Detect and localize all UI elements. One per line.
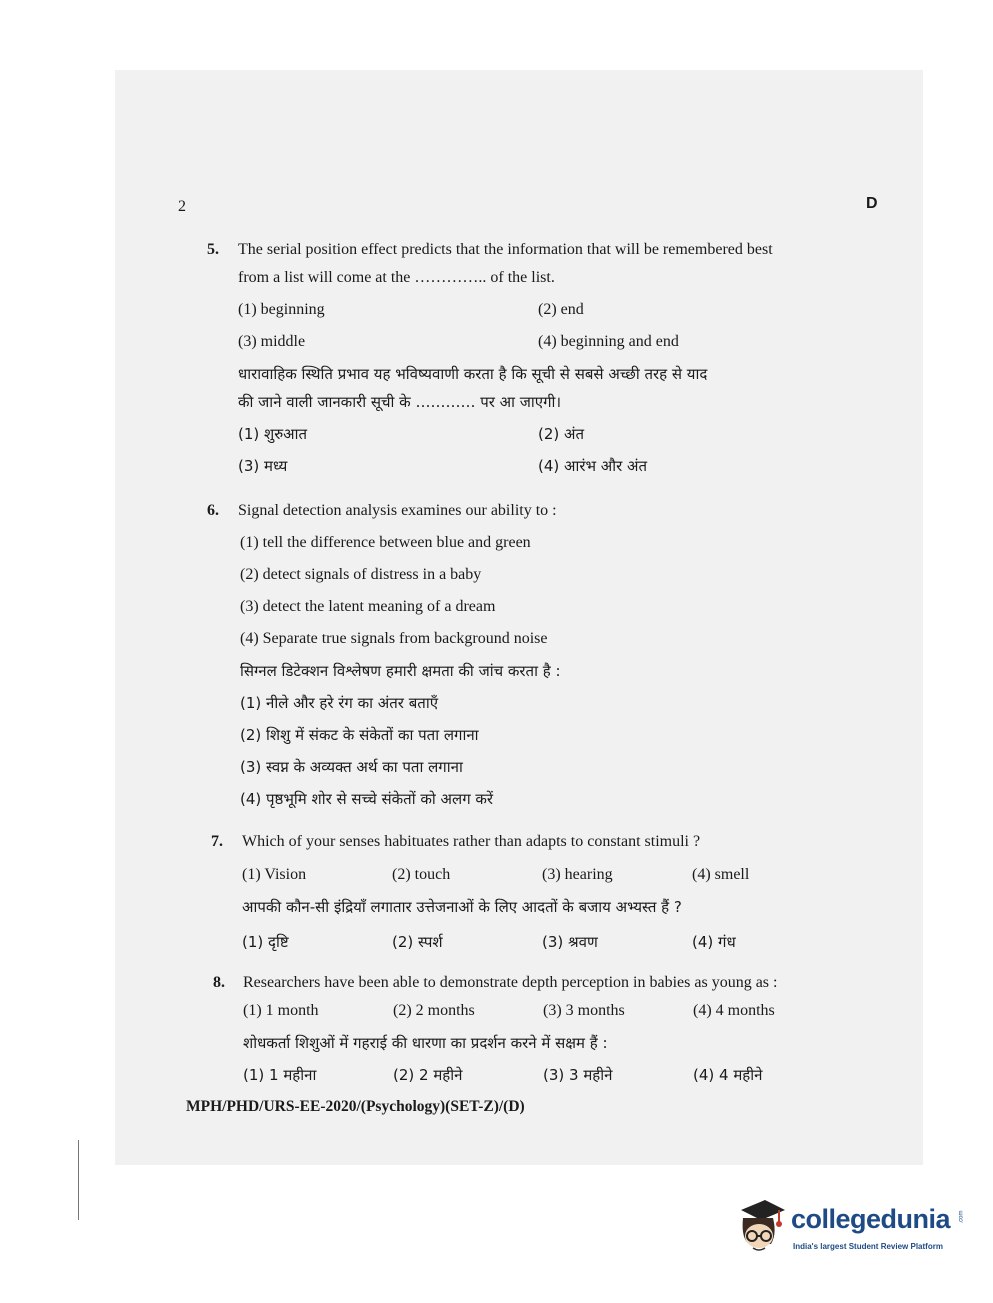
question-6 — [207, 497, 875, 813]
question-7 — [207, 828, 875, 956]
question-text-en: The serial position effect predicts that the information that will be remembered best — [238, 241, 773, 258]
option-hi: (4) पृष्ठभूमि शोर से सच्चे संकेतों को अलग करें — [240, 790, 494, 808]
question-text-hi: आपकी कौन-सी इंद्रियाँ लगातार उत्तेजनाओं के लिए आदतों के बजाय अभ्यस्त हैं ? — [242, 898, 682, 916]
option-en: (1) 1 month — [243, 1002, 319, 1019]
page-number: 2 — [178, 198, 186, 215]
question-text-en: Which of your senses habituates rather than adapts to constant stimuli ? — [242, 833, 701, 850]
option-hi: (1) दृष्टि — [242, 933, 289, 951]
option-hi: (4) आरंभ और अंत — [538, 457, 648, 475]
student-mascot-icon — [735, 1198, 787, 1258]
option-en: (3) detect the latent meaning of a dream — [240, 598, 496, 615]
option-hi: (2) 2 महीने — [393, 1066, 463, 1084]
question-text-en: from a list will come at the ………….. of the list. — [238, 269, 555, 286]
question-8 — [207, 969, 875, 1089]
question-text-hi: शोधकर्ता शिशुओं में गहराई की धारणा का प्रदर्शन करने में सक्षम हैं : — [243, 1034, 608, 1052]
question-text-hi: की जाने वाली जानकारी सूची के ………… पर आ जाएगी। — [238, 393, 562, 411]
option-en: (2) detect signals of distress in a baby — [240, 566, 482, 583]
option-en: (3) middle — [238, 333, 306, 350]
option-en: (3) hearing — [542, 866, 613, 883]
option-hi: (3) 3 महीने — [543, 1066, 613, 1084]
logo-wordmark: collegedunia — [791, 1204, 951, 1234]
option-en: (4) Separate true signals from background noise — [240, 630, 548, 647]
question-text-hi: सिग्नल डिटेक्शन विश्लेषण हमारी क्षमता की जांच करता है : — [240, 662, 561, 680]
set-code: D — [866, 195, 878, 212]
option-hi: (3) स्वप्न के अव्यक्त अर्थ का पता लगाना — [240, 758, 463, 776]
margin-line — [78, 1140, 79, 1220]
option-en: (2) touch — [392, 866, 451, 883]
option-en: (4) smell — [692, 866, 750, 883]
collegedunia-logo — [735, 1198, 965, 1268]
option-en: (4) 4 months — [693, 1002, 775, 1019]
question-number: 5. — [207, 241, 219, 258]
option-hi: (2) शिशु में संकट के संकेतों का पता लगाना — [240, 726, 479, 744]
logo-dotcom: .com — [958, 1210, 965, 1224]
option-en: (2) 2 months — [393, 1002, 475, 1019]
question-number: 8. — [213, 974, 225, 991]
option-hi: (2) अंत — [538, 425, 585, 443]
question-5 — [207, 236, 875, 480]
paper-code-footer: MPH/PHD/URS-EE-2020/(Psychology)(SET-Z)/(D) — [186, 1098, 525, 1115]
option-en: (4) beginning and end — [538, 333, 679, 350]
option-hi: (1) शुरुआत — [238, 425, 308, 443]
option-hi: (2) स्पर्श — [392, 933, 443, 951]
option-en: (1) beginning — [238, 301, 325, 318]
option-en: (1) tell the difference between blue and green — [240, 534, 531, 551]
option-en: (3) 3 months — [543, 1002, 625, 1019]
option-hi: (1) नीले और हरे रंग का अंतर बताएँ — [240, 694, 439, 712]
question-number: 6. — [207, 502, 219, 519]
option-hi: (3) श्रवण — [542, 933, 598, 951]
option-en: (1) Vision — [242, 866, 307, 883]
option-hi: (3) मध्य — [238, 457, 288, 475]
question-text-en: Signal detection analysis examines our ability to : — [238, 502, 557, 519]
question-text-en: Researchers have been able to demonstrate depth perception in babies as young as : — [243, 974, 778, 991]
option-en: (2) end — [538, 301, 584, 318]
option-hi: (4) 4 महीने — [693, 1066, 763, 1084]
question-number: 7. — [211, 833, 223, 850]
option-hi: (4) गंध — [692, 933, 736, 951]
logo-tagline: India's largest Student Review Platform — [793, 1242, 943, 1251]
question-text-hi: धारावाहिक स्थिति प्रभाव यह भविष्यवाणी करता है कि सूची से सबसे अच्छी तरह से याद — [238, 365, 708, 383]
option-hi: (1) 1 महीना — [243, 1066, 317, 1084]
